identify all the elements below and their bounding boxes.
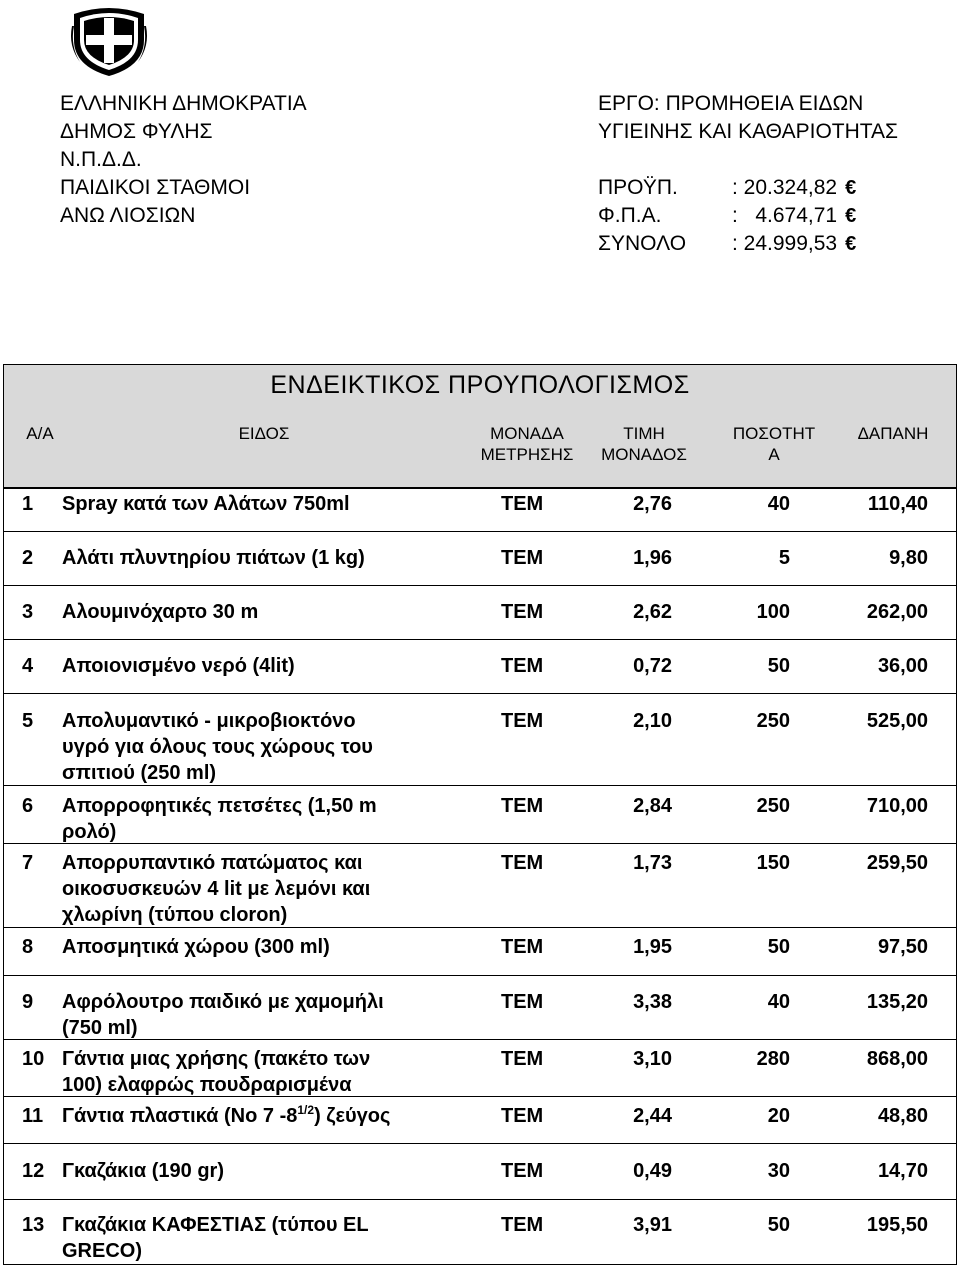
- issuer-block: [60, 90, 307, 230]
- row-description: [62, 1212, 482, 1264]
- table-header-band: [4, 365, 956, 489]
- row-quantity: 100: [756, 601, 790, 623]
- row-divider: [4, 1039, 956, 1040]
- row-price: 2,44: [633, 1105, 672, 1127]
- row-unit: ΤΕΜ: [501, 547, 544, 569]
- row-quantity: 50: [767, 1214, 790, 1236]
- column-header-aa: Α/Α: [26, 424, 54, 443]
- budget-value: : 20.324,82: [732, 176, 838, 199]
- euro-icon: €: [845, 177, 857, 199]
- row-unit: ΤΕΜ: [501, 601, 544, 623]
- budget-value: : 24.999,53: [732, 232, 838, 255]
- row-description-line: σπιτιού (250 ml): [62, 762, 217, 784]
- table-title: ΕΝΔΕΙΚΤΙΚΟΣ ΠΡΟΥΠΟΛΟΓΙΣΜΟΣ: [270, 371, 690, 399]
- row-description-text: Γάντια πλαστικά (Νο 7 -8: [62, 1105, 298, 1127]
- row-number: 13: [22, 1214, 45, 1236]
- row-unit: ΤΕΜ: [501, 795, 544, 817]
- budget-table: [3, 364, 957, 1265]
- issuer-line: Ν.Π.Δ.Δ.: [60, 148, 142, 171]
- row-number: 8: [22, 936, 34, 958]
- column-header-cost: ΔΑΠΑΝΗ: [857, 424, 929, 443]
- row-number: 4: [22, 655, 34, 677]
- row-description-line: οικοσυσκευών 4 lit με λεμόνι και: [62, 878, 371, 900]
- row-description-line: χλωρίνη (τύπου cloron): [62, 904, 288, 926]
- size-fraction: 1/2: [297, 1103, 315, 1117]
- column-header-qty: [722, 423, 826, 465]
- row-description: [62, 708, 482, 786]
- row-divider: [4, 1096, 956, 1097]
- issuer-line: ΑΝΩ ΛΙΟΣΙΩΝ: [60, 204, 196, 227]
- column-header-unit-line: ΜΕΤΡΗΣΗΣ: [480, 445, 574, 464]
- row-divider: [4, 927, 956, 928]
- row-divider: [4, 1143, 956, 1144]
- budget-label: ΣΥΝΟΛΟ: [598, 232, 687, 255]
- budget-row: [598, 230, 898, 258]
- column-header-item: ΕΙΔΟΣ: [238, 424, 290, 443]
- row-description-line: Γάντια μιας χρήσης (πακέτο των: [62, 1048, 371, 1070]
- row-cost: 36,00: [877, 655, 928, 677]
- row-unit: ΤΕΜ: [501, 710, 544, 732]
- row-quantity: 50: [767, 655, 790, 677]
- row-unit: ΤΕΜ: [501, 1105, 544, 1127]
- row-price: 3,38: [633, 991, 672, 1013]
- row-quantity: 250: [756, 795, 790, 817]
- project-title-line: ΕΡΓΟ: ΠΡΟΜΗΘΕΙΑ ΕΙΔΩΝ: [598, 92, 864, 115]
- row-price: 2,84: [633, 795, 672, 817]
- row-price: 2,76: [633, 493, 672, 515]
- row-divider: [4, 843, 956, 844]
- row-cost: 195,50: [866, 1214, 928, 1236]
- euro-icon: €: [845, 205, 857, 227]
- row-number: 11: [22, 1105, 44, 1127]
- row-description-line: Αφρόλουτρο παιδικό με χαμομήλι: [62, 991, 384, 1013]
- row-quantity: 20: [767, 1105, 790, 1127]
- budget-label: ΠΡΟΫΠ.: [598, 176, 678, 199]
- row-description: Αλάτι πλυντηρίου πιάτων (1 kg): [62, 547, 365, 569]
- row-cost: 97,50: [877, 936, 928, 958]
- row-quantity: 150: [756, 852, 790, 874]
- row-number: 3: [22, 601, 34, 623]
- row-divider: [4, 785, 956, 786]
- row-price: 3,91: [633, 1214, 672, 1236]
- row-cost: 135,20: [866, 991, 928, 1013]
- project-block: [598, 90, 898, 258]
- row-divider: [4, 531, 956, 532]
- column-header-price-line: ΤΙΜΗ: [623, 424, 665, 443]
- row-cost: 868,00: [866, 1048, 928, 1070]
- row-unit: ΤΕΜ: [501, 1160, 544, 1182]
- row-quantity: 280: [756, 1048, 790, 1070]
- row-description-line: GRECO): [62, 1240, 142, 1262]
- row-cost: 9,80: [889, 547, 928, 569]
- row-description: Spray κατά των Αλάτων 750ml: [62, 493, 350, 515]
- row-unit: ΤΕΜ: [501, 655, 544, 677]
- row-price: 1,95: [633, 936, 672, 958]
- row-description-line: 100) ελαφρώς πουδραρισμένα: [62, 1074, 352, 1096]
- row-number: 2: [22, 547, 34, 569]
- row-quantity: 40: [767, 493, 790, 515]
- budget-label: Φ.Π.Α.: [598, 204, 662, 227]
- row-number: 7: [22, 852, 34, 874]
- column-header-qty-line: Α: [768, 445, 780, 464]
- row-description: [62, 1046, 482, 1098]
- row-number: 6: [22, 795, 34, 817]
- row-divider: [4, 693, 956, 694]
- column-header-unit-line: ΜΟΝΑΔΑ: [490, 424, 564, 443]
- issuer-line: ΠΑΙΔΙΚΟΙ ΣΤΑΘΜΟΙ: [60, 176, 251, 199]
- row-description: Αποιονισμένο νερό (4lit): [62, 655, 295, 677]
- row-description: Αλουμινόχαρτο 30 m: [62, 601, 259, 623]
- row-unit: ΤΕΜ: [501, 493, 544, 515]
- issuer-line: ΔΗΜΟΣ ΦΥΛΗΣ: [60, 120, 213, 143]
- column-header-price: [592, 423, 696, 465]
- row-cost: 525,00: [866, 710, 928, 732]
- row-unit: ΤΕΜ: [501, 936, 544, 958]
- row-cost: 14,70: [877, 1160, 928, 1182]
- row-number: 9: [22, 991, 34, 1013]
- issuer-line: ΕΛΛΗΝΙΚΗ ΔΗΜΟΚΡΑΤΙΑ: [60, 92, 307, 115]
- row-divider: [4, 639, 956, 640]
- row-price: 2,10: [633, 710, 672, 732]
- row-price: 0,72: [633, 655, 672, 677]
- row-description-line: Απορρυπαντικό πατώματος και: [62, 852, 363, 874]
- greek-coat-of-arms-emblem: [66, 6, 152, 78]
- row-description-line: Απολυμαντικό - μικροβιοκτόνο: [62, 710, 356, 732]
- row-quantity: 30: [767, 1160, 790, 1182]
- row-price: 1,73: [633, 852, 672, 874]
- row-quantity: 40: [767, 991, 790, 1013]
- row-description-line: Απορροφητικές πετσέτες (1,50 m: [62, 795, 377, 817]
- row-quantity: 5: [778, 547, 790, 569]
- row-description-line: (750 ml): [62, 1017, 138, 1039]
- row-number: 12: [22, 1160, 45, 1182]
- row-description: [62, 793, 482, 845]
- column-header-unit: [472, 423, 582, 465]
- row-divider: [4, 585, 956, 586]
- row-description: Αποσμητικά χώρου (300 ml): [62, 936, 330, 958]
- row-price: 3,10: [633, 1048, 672, 1070]
- euro-icon: €: [845, 233, 857, 255]
- row-description: [62, 850, 482, 928]
- row-description: [62, 989, 482, 1041]
- row-number: 5: [22, 710, 34, 732]
- project-title-line: ΥΓΙΕΙΝΗΣ ΚΑΙ ΚΑΘΑΡΙΟΤΗΤΑΣ: [598, 120, 899, 143]
- row-description-line: υγρό για όλους τους χώρους του: [62, 736, 373, 758]
- row-cost: 262,00: [866, 601, 928, 623]
- row-cost: 110,40: [867, 493, 928, 515]
- row-quantity: 50: [767, 936, 790, 958]
- row-number: 10: [22, 1048, 45, 1070]
- row-cost: 48,80: [877, 1105, 928, 1127]
- row-unit: ΤΕΜ: [501, 1048, 544, 1070]
- row-divider: [4, 975, 956, 976]
- row-description: [62, 1103, 482, 1129]
- row-cost: 710,00: [866, 795, 928, 817]
- row-divider: [4, 1199, 956, 1200]
- row-unit: ΤΕΜ: [501, 1214, 544, 1236]
- column-header-price-line: ΜΟΝΑΔΟΣ: [601, 445, 687, 464]
- row-quantity: 250: [756, 710, 790, 732]
- row-description: Γκαζάκια (190 gr): [62, 1160, 224, 1182]
- row-description-line: Γκαζάκια ΚΑΦΕΣΤΙΑΣ (τύπου EL: [62, 1214, 369, 1236]
- row-cost: 259,50: [866, 852, 928, 874]
- row-price: 0,49: [633, 1160, 672, 1182]
- row-description-text: ) ζεύγος: [314, 1105, 391, 1127]
- budget-row: [598, 202, 898, 230]
- budget-row: [598, 174, 898, 202]
- row-price: 1,96: [633, 547, 672, 569]
- row-price: 2,62: [633, 601, 672, 623]
- row-number: 1: [22, 493, 34, 515]
- row-description-line: ρολό): [62, 821, 117, 843]
- row-unit: ΤΕΜ: [501, 852, 544, 874]
- row-unit: ΤΕΜ: [501, 991, 544, 1013]
- budget-value: : 4.674,71: [732, 204, 838, 227]
- column-header-qty-line: ΠΟΣΟΤΗΤ: [732, 424, 816, 443]
